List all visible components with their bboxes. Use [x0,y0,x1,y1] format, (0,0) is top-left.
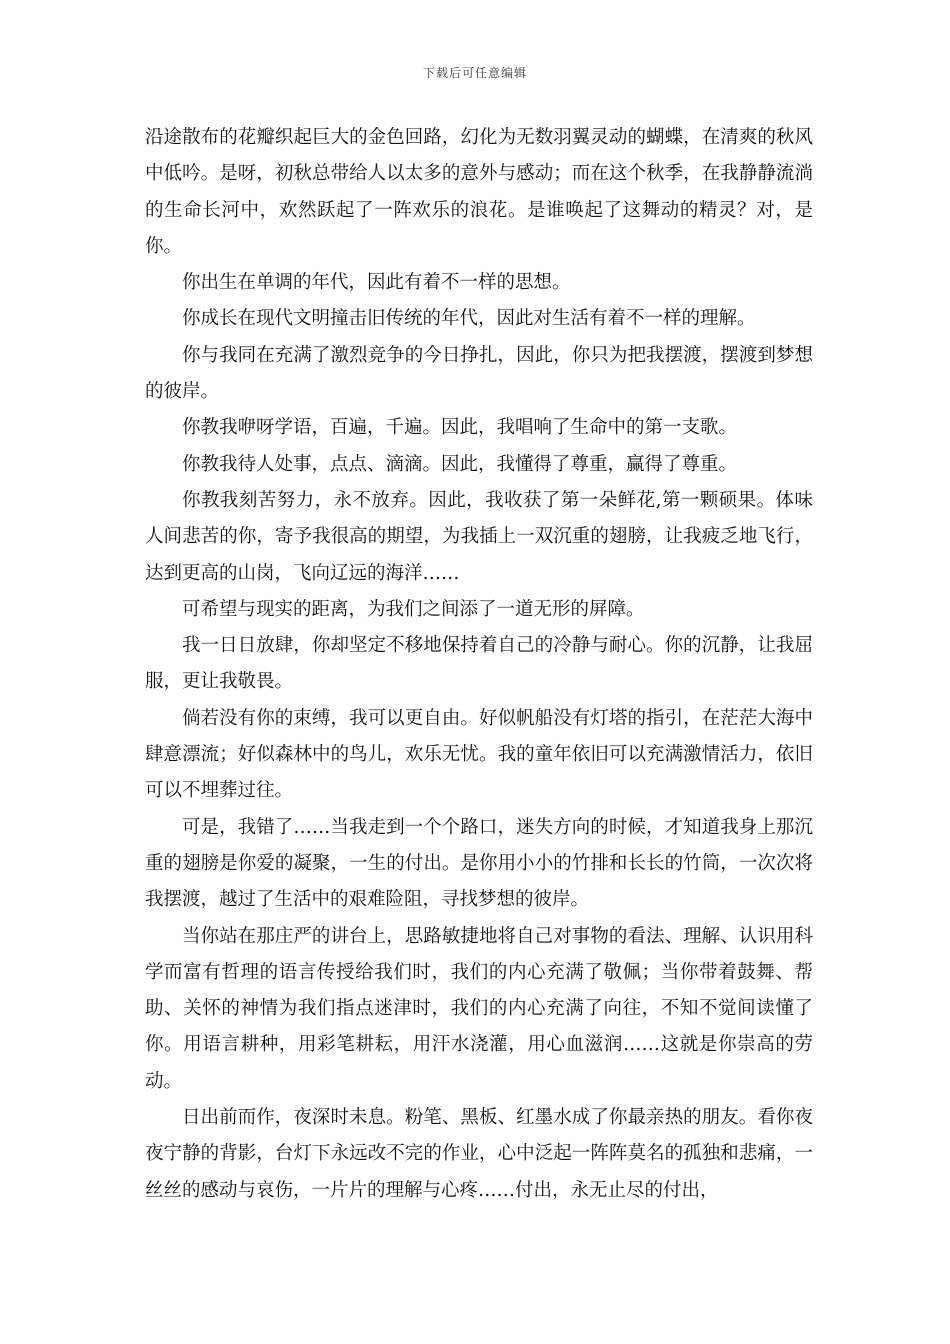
paragraph: 你与我同在充满了激烈竞争的今日挣扎，因此，你只为把我摆渡，摆渡到梦想的彼岸。 [145,344,813,403]
paragraph: 可希望与现实的距离，为我们之间添了一道无形的屏障。 [182,598,645,620]
document-body [145,120,813,1209]
paragraph: 倘若没有你的束缚，我可以更自由。好似帆船没有灯塔的指引，在茫茫大海中肆意漂流；好似森林中的鸟儿，欢乐无忧。我的童年依旧可以充满激情活力，依旧可以不埋葬过往。 [145,707,813,802]
paragraph: 沿途散布的花瓣织起巨大的金色回路，幻化为无数羽翼灵动的蝴蝶，在清爽的秋风中低吟。是呀，初秋总带给人以太多的意外与感动；而在这个秋季，在我静静流淌的生命长河中，欢然跃起了一阵欢乐的浪花。是谁唤起了这舞动的精灵？对，是你。 [145,127,813,257]
paragraph: 你教我刻苦努力，永不放弃。因此，我收获了第一朵鲜花,第一颗硕果。体味人间悲苦的你，寄予我很高的期望，为我插上一双沉重的翅膀，让我疲乏地飞行，达到更高的山岗，飞向辽远的海洋…… [145,489,813,584]
paragraph: 你教我咿呀学语，百遍，千遍。因此，我唱响了生命中的第一支歌。 [182,417,738,439]
paragraph: 你教我待人处事，点点、滴滴。因此，我懂得了尊重，赢得了尊重。 [182,453,738,475]
paragraph: 我一日日放肆，你却坚定不移地保持着自己的冷静与耐心。你的沉静，让我屈服，更让我敬畏。 [145,635,813,693]
paragraph: 你出生在单调的年代，因此有着不一样的思想。 [182,272,571,294]
paragraph: 当你站在那庄严的讲台上，思路敏捷地将自己对事物的看法、理解、认识用科学而富有哲理的语言传授给我们时，我们的内心充满了敬佩；当你带着鼓舞、帮助、关怀的神情为我们指点迷津时，我们的内心充满了向往，不知不觉间读懂了你。用语言耕种，用彩笔耕耘，用汗水浇灌，用心血滋润……这就是你崇高的劳动。 [145,925,813,1092]
paragraph: 你成长在现代文明撞击旧传统的年代，因此对生活有着不一样的理解。 [182,308,756,330]
page-header: 下载后可任意编辑 [422,66,527,80]
paragraph: 日出前而作，夜深时未息。粉笔、黑板、红墨水成了你最亲热的朋友。看你夜夜宁静的背影，台灯下永远改不完的作业，心中泛起一阵阵莫名的孤独和悲痛，一丝丝的感动与哀伤，一片片的理解与心疼……付出，永无止尽的付出， [145,1107,813,1201]
paragraph: 可是，我错了……当我走到一个个路口，迷失方向的时候，才知道我身上那沉重的翅膀是你爱的凝聚，一生的付出。是你用小小的竹排和长长的竹筒，一次次将我摆渡，越过了生活中的艰难险阻，寻找梦想的彼岸。 [145,816,813,911]
